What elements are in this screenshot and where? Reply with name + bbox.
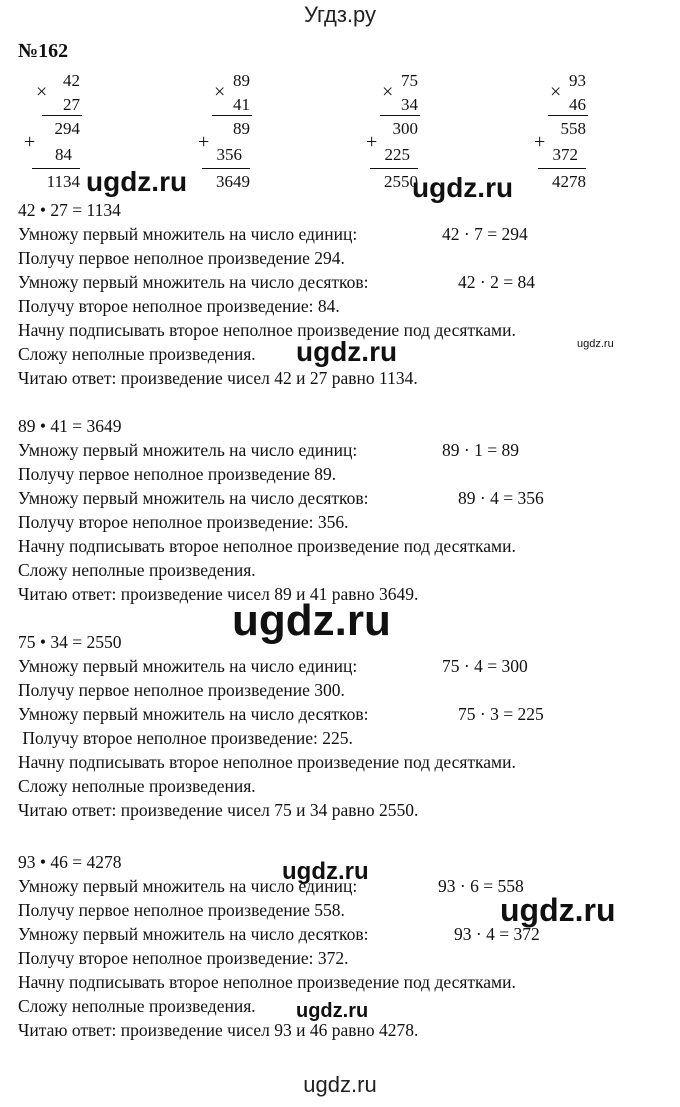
divider-line	[538, 168, 586, 169]
solution-header: 89 • 41 = 3649	[18, 416, 122, 436]
partial-product-2: 372	[552, 145, 578, 164]
watermark: ugdz.ru	[577, 338, 614, 350]
watermark: ugdz.ru	[412, 172, 514, 203]
solution-line: Получу первое неполное произведение 300.	[18, 680, 345, 700]
partial-product-1: 300	[392, 119, 418, 138]
solution-line: Получу первое неполное произведение 89.	[18, 464, 337, 484]
watermark: ugdz.ru	[86, 166, 188, 197]
solution-line-text: Умножу первый множитель на число единиц:	[18, 224, 358, 244]
multiply-sign: ×	[36, 81, 48, 103]
divider-line	[42, 115, 82, 116]
solution-line: Сложу неполные произведения.	[18, 996, 256, 1016]
solution-equation: 42 · 2 = 84	[458, 272, 535, 292]
site-footer: ugdz.ru	[303, 1072, 377, 1097]
multiplier: 41	[233, 95, 250, 114]
solution-equation: 75 · 3 = 225	[458, 704, 544, 724]
solution-line-text: Умножу первый множитель на число десятков:	[18, 924, 369, 944]
plus-sign: +	[366, 131, 378, 153]
solution-line: Сложу неполные произведения.	[18, 776, 256, 796]
solution-equation: 93 · 6 = 558	[438, 876, 524, 896]
solution-line	[18, 924, 540, 945]
solution-line	[18, 440, 519, 461]
plus-sign: +	[198, 131, 210, 153]
divider-line	[380, 115, 420, 116]
divider-line	[32, 168, 80, 169]
solution-line-text: Умножу первый множитель на число единиц:	[18, 656, 358, 676]
multiplier: 27	[63, 95, 80, 114]
solution-header: 93 • 46 = 4278	[18, 852, 122, 872]
solution-equation: 93 · 4 = 372	[454, 924, 540, 944]
solution-line: Получу первое неполное произведение 558.	[18, 900, 345, 920]
divider-line	[202, 168, 250, 169]
divider-line	[212, 115, 252, 116]
watermark: ugdz.ru	[282, 858, 369, 885]
solution-line: Читаю ответ: произведение чисел 75 и 34 равно 2550.	[18, 800, 419, 820]
solution-equation: 89 · 1 = 89	[442, 440, 519, 460]
solution-line: Получу второе неполное произведение: 372.	[18, 948, 349, 968]
watermark: ugdz.ru	[232, 596, 391, 645]
solution-line	[18, 272, 535, 293]
solution-line: Получу второе неполное произведение: 225.	[18, 728, 353, 748]
watermark: ugdz.ru	[296, 336, 398, 367]
multiplicand: 42	[63, 71, 80, 90]
solution-line: Начну подписывать второе неполное произведение под десятками.	[18, 320, 516, 340]
partial-product-1: 294	[54, 119, 80, 138]
solution-line	[18, 488, 544, 509]
multiplier: 34	[401, 95, 418, 114]
plus-sign: +	[24, 131, 36, 153]
solution-header: 75 • 34 = 2550	[18, 632, 122, 652]
solution-line: Начну подписывать второе неполное произведение под десятками.	[18, 972, 516, 992]
divider-line	[370, 168, 418, 169]
solution-line: Получу первое неполное произведение 294.	[18, 248, 345, 268]
solution-equation: 89 · 4 = 356	[458, 488, 544, 508]
partial-product-2: 84	[55, 145, 72, 164]
solution-line-text: Умножу первый множитель на число десятков:	[18, 272, 369, 292]
partial-product-1: 558	[560, 119, 586, 138]
solution-line: Начну подписывать второе неполное произведение под десятками.	[18, 536, 516, 556]
solution-line	[18, 656, 528, 677]
task-number: №162	[18, 40, 69, 62]
multiplicand: 75	[401, 71, 418, 90]
solution-equation: 42 · 7 = 294	[442, 224, 528, 244]
solution-line-text: Умножу первый множитель на число единиц:	[18, 876, 358, 896]
solution-line: Читаю ответ: произведение чисел 93 и 46 равно 4278.	[18, 1020, 419, 1040]
plus-sign: +	[534, 131, 546, 153]
solution-line: Сложу неполные произведения.	[18, 560, 256, 580]
product-result: 4278	[552, 172, 586, 191]
watermark: ugdz.ru	[296, 1000, 369, 1022]
solution-equation: 75 · 4 = 300	[442, 656, 528, 676]
product-result: 3649	[216, 172, 250, 191]
partial-product-1: 89	[233, 119, 250, 138]
solution-line: Читаю ответ: произведение чисел 42 и 27 равно 1134.	[18, 368, 418, 388]
multiplicand: 93	[569, 71, 586, 90]
solution-header: 42 • 27 = 1134	[18, 200, 121, 220]
solution-line	[18, 224, 528, 245]
site-title: Угдз.ру	[303, 2, 377, 27]
solution-line: Читаю ответ: произведение чисел 89 и 41 равно 3649.	[18, 584, 419, 604]
solution-line: Начну подписывать второе неполное произведение под десятками.	[18, 752, 516, 772]
partial-product-2: 225	[384, 145, 410, 164]
solution-line-text: Умножу первый множитель на число единиц:	[18, 440, 358, 460]
product-result: 2550	[384, 172, 418, 191]
solution-line-text: Умножу первый множитель на число десятков:	[18, 488, 369, 508]
solution-line: Получу второе неполное произведение: 84.	[18, 296, 340, 316]
solution-line-text: Умножу первый множитель на число десятков:	[18, 704, 369, 724]
multiply-sign: ×	[214, 81, 226, 103]
multiplicand: 89	[233, 71, 250, 90]
solution-line: Сложу неполные произведения.	[18, 344, 256, 364]
solution-line: Получу второе неполное произведение: 356.	[18, 512, 349, 532]
multiplier: 46	[569, 95, 586, 114]
divider-line	[548, 115, 588, 116]
watermark: ugdz.ru	[500, 892, 616, 928]
solution-line	[18, 704, 544, 725]
partial-product-2: 356	[216, 145, 242, 164]
product-result: 1134	[46, 172, 80, 191]
multiply-sign: ×	[550, 81, 562, 103]
multiply-sign: ×	[382, 81, 394, 103]
